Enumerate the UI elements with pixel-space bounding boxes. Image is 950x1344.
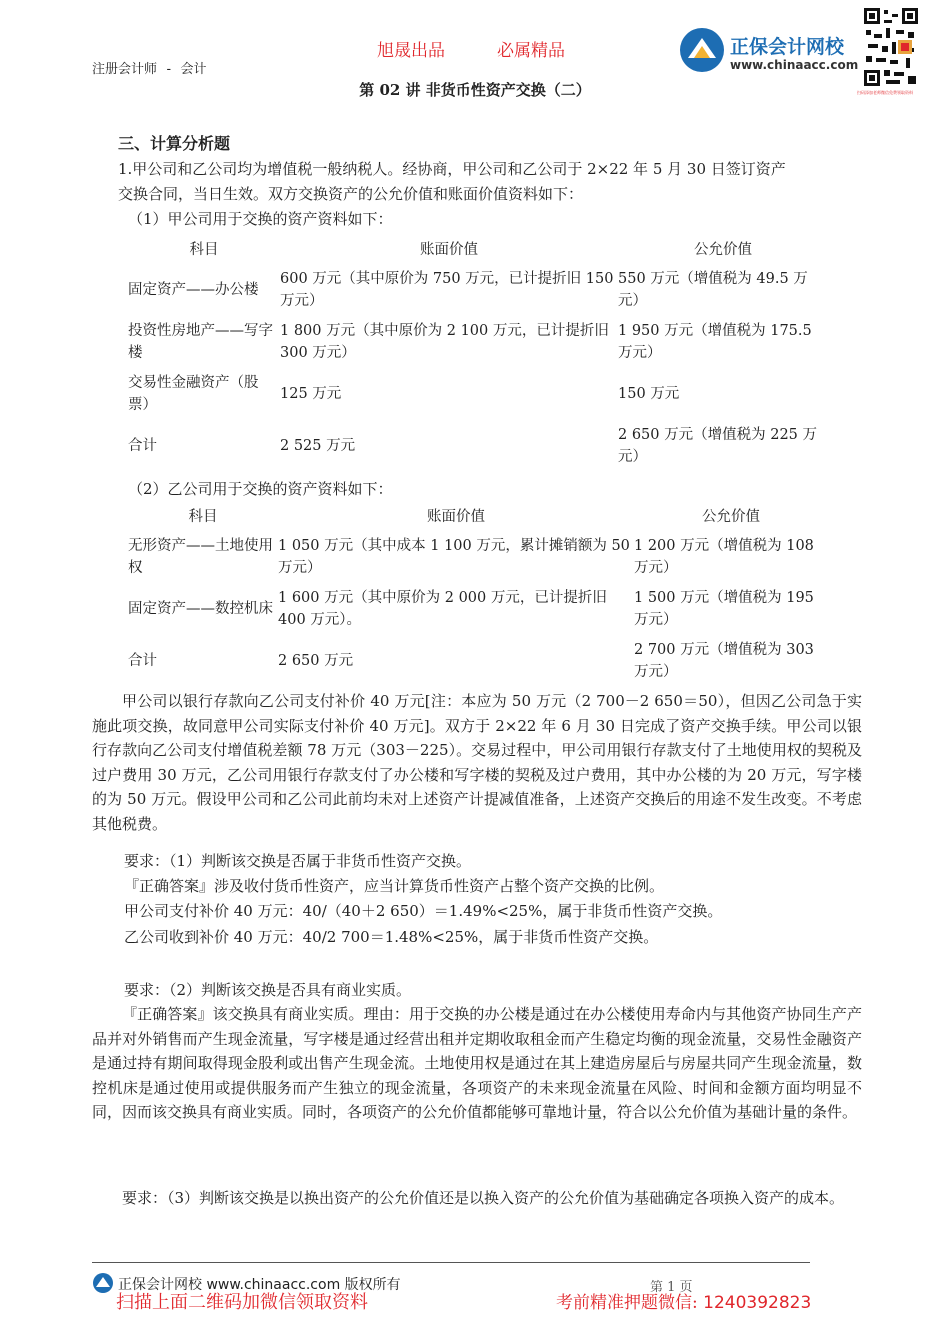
- promo-footer-right: [556, 1288, 811, 1313]
- footer-copyright: 正保会计网校 www.chinaacc.com 版权所有: [118, 1277, 401, 1293]
- section-heading: 三、计算分析题: [118, 134, 231, 153]
- table-cell: 1 050 万元（其中成本 1 100 万元，累计摊销额为 50 万元）: [278, 538, 630, 576]
- promo-footer-left: 扫描上面二维码加微信领取资料: [116, 1292, 368, 1313]
- table-cell: 投资性房地产——写字楼: [128, 323, 273, 361]
- footer-brand-icon: [92, 1272, 114, 1294]
- question-intro-line-1: 1.甲公司和乙公司均为增值税一般纳税人。经协商，甲公司和乙公司于 2×22 年 5 月 30 日签订资产: [118, 160, 786, 178]
- table-cell: 固定资产——数控机床: [128, 601, 273, 617]
- answer-1-line-2: 甲公司支付补价 40 万元：40/（40＋2 650）＝1.49%<25%，属于非货币性资产交换。: [124, 902, 723, 920]
- table-cell: 固定资产——办公楼: [128, 282, 259, 298]
- table-row: [128, 635, 828, 687]
- requirement-1: 要求：（1）判断该交换是否属于非货币性资产交换。: [124, 852, 472, 870]
- page-title: 第 02 讲 非货币性资产交换（二）: [359, 81, 591, 99]
- page-number: 第 1 页: [650, 1280, 693, 1295]
- table-cell: 550 万元（增值税为 49.5 万元）: [618, 271, 808, 309]
- table-row: [128, 368, 828, 420]
- table-header-cell: 科目: [189, 242, 219, 258]
- brand-mark-icon: [678, 26, 726, 74]
- table-row: [128, 420, 828, 472]
- table-header-cell: 公允价值: [702, 509, 760, 525]
- question-intro-line-2: 交换合同，当日生效。双方交换资产的公允价值和账面价值资料如下：: [118, 185, 584, 203]
- answer-2: 『正确答案』该交换具有商业实质。理由：用于交换的办公楼是通过在办公楼使用寿命内与其他资产协同生产产品并对外销售而产生现金流量，写字楼是通过经营出租并定期收取租金而产生稳定均衡的现金流量，交易性金融资产是通过持有期间取得现金股利或出售产生现金流。土地使用权是通过在其上建造房屋后与房屋共同产生现金流量，数控机床是通过使用或提供服务而产生独立的现金流量，各项资产的未来现金流量在风险、时间和金额方面均明显不同，因而该交换具有商业实质。同时，各项资产的公允价值都能够可靠地计量，符合以公允价值为基础计量的条件。: [92, 1005, 862, 1121]
- promo-right: 必属精品: [497, 41, 565, 61]
- table-header-cell: 账面价值: [427, 509, 485, 525]
- brand-name: 正保会计网校: [730, 36, 845, 58]
- table-header-cell: 科目: [188, 509, 218, 525]
- table-cell: 2 700 万元（增值税为 303 万元）: [634, 642, 814, 680]
- subheading-yi: （2）乙公司用于交换的资产资料如下：: [128, 480, 393, 498]
- table-cell: 1 950 万元（增值税为 175.5 万元）: [618, 323, 812, 361]
- footer-divider: [92, 1262, 810, 1263]
- table-cell: 2 650 万元（增值税为 225 万元）: [618, 427, 818, 465]
- table-cell: 合计: [128, 653, 157, 669]
- answer-1-line-3: 乙公司收到补价 40 万元：40/2 700＝1.48%<25%，属于非货币性资产交换。: [124, 928, 659, 946]
- table-cell: 2 650 万元: [278, 653, 354, 669]
- wechat-number: 1240392823: [703, 1293, 812, 1313]
- table-header-cell: 公允价值: [694, 242, 752, 258]
- table-row: [128, 264, 828, 316]
- jia-assets-table: [128, 236, 828, 472]
- requirement-3: 要求：（3）判断该交换是以换出资产的公允价值还是以换入资产的公允价值为基础确定各项换入资产的成本。: [122, 1189, 845, 1207]
- table-cell: 1 500 万元（增值税为 195 万元）: [634, 590, 814, 628]
- brand-logo[interactable]: [678, 26, 858, 80]
- table-cell: 2 525 万元: [280, 438, 356, 454]
- subheading-jia: （1）甲公司用于交换的资产资料如下：: [128, 210, 393, 228]
- table-header-cell: 账面价值: [420, 242, 478, 258]
- brand-url: www.chinaacc.com: [730, 58, 859, 72]
- qr-note: 扫码添加老师微信免费领取资料: [857, 90, 913, 95]
- table-cell: 1 600 万元（其中原价为 2 000 万元，已计提折旧 400 万元）。: [278, 590, 607, 628]
- table-header-row: [128, 236, 828, 264]
- table-cell: 1 800 万元（其中原价为 2 100 万元，已计提折旧 300 万元）: [280, 323, 609, 361]
- table-cell: 合计: [128, 438, 157, 454]
- answer-1-line-1: 『正确答案』涉及收付货币性资产，应当计算货币性资产占整个资产交换的比例。: [124, 877, 665, 895]
- yi-assets-table: [128, 503, 828, 687]
- table-row: [128, 316, 828, 368]
- table-row: [128, 531, 828, 583]
- table-header-row: [128, 503, 828, 531]
- footer-logo: [92, 1272, 114, 1294]
- promo-left: 旭晟出品: [377, 41, 445, 61]
- qr-code-icon: [862, 6, 920, 88]
- transaction-details: 甲公司以银行存款向乙公司支付补价 40 万元[注：本应为 50 万元（2 700－2 650＝50），但因乙公司急于实施此项交换，故同意甲公司实际支付补价 40 万元]。双方于 2×22 年 6 月 30 日完成了资产交换手续。甲公司以银行存款向乙公司支付增值税差额 78 万元（303－225）。交易过程中，甲公司用银行存款支付了土地使用权的契税及过户费用 30 万元，乙公司用银行存款支付了办公楼和写字楼的契税及过户费用，其中办公楼的为 20 万元，写字楼的为 50 万元。假设甲公司和乙公司此前均未对上述资产计提减值准备，上述资产交换后的用途不发生改变。不考虑其他税费。: [92, 692, 862, 833]
- table-row: [128, 583, 828, 635]
- table-cell: 交易性金融资产（股票）: [128, 375, 259, 413]
- table-cell: 600 万元（其中原价为 750 万元，已计提折旧 150 万元）: [280, 271, 614, 309]
- course-name: 注册会计师 - 会计: [92, 62, 207, 77]
- qr-code: [862, 6, 920, 88]
- wechat-label: 考前精准押题微信:: [556, 1293, 698, 1313]
- table-cell: 150 万元: [618, 386, 680, 402]
- table-cell: 1 200 万元（增值税为 108 万元）: [634, 538, 814, 576]
- requirement-2: 要求：（2）判断该交换是否具有商业实质。: [124, 981, 412, 999]
- table-cell: 125 万元: [280, 386, 342, 402]
- table-cell: 无形资产——土地使用权: [128, 538, 273, 576]
